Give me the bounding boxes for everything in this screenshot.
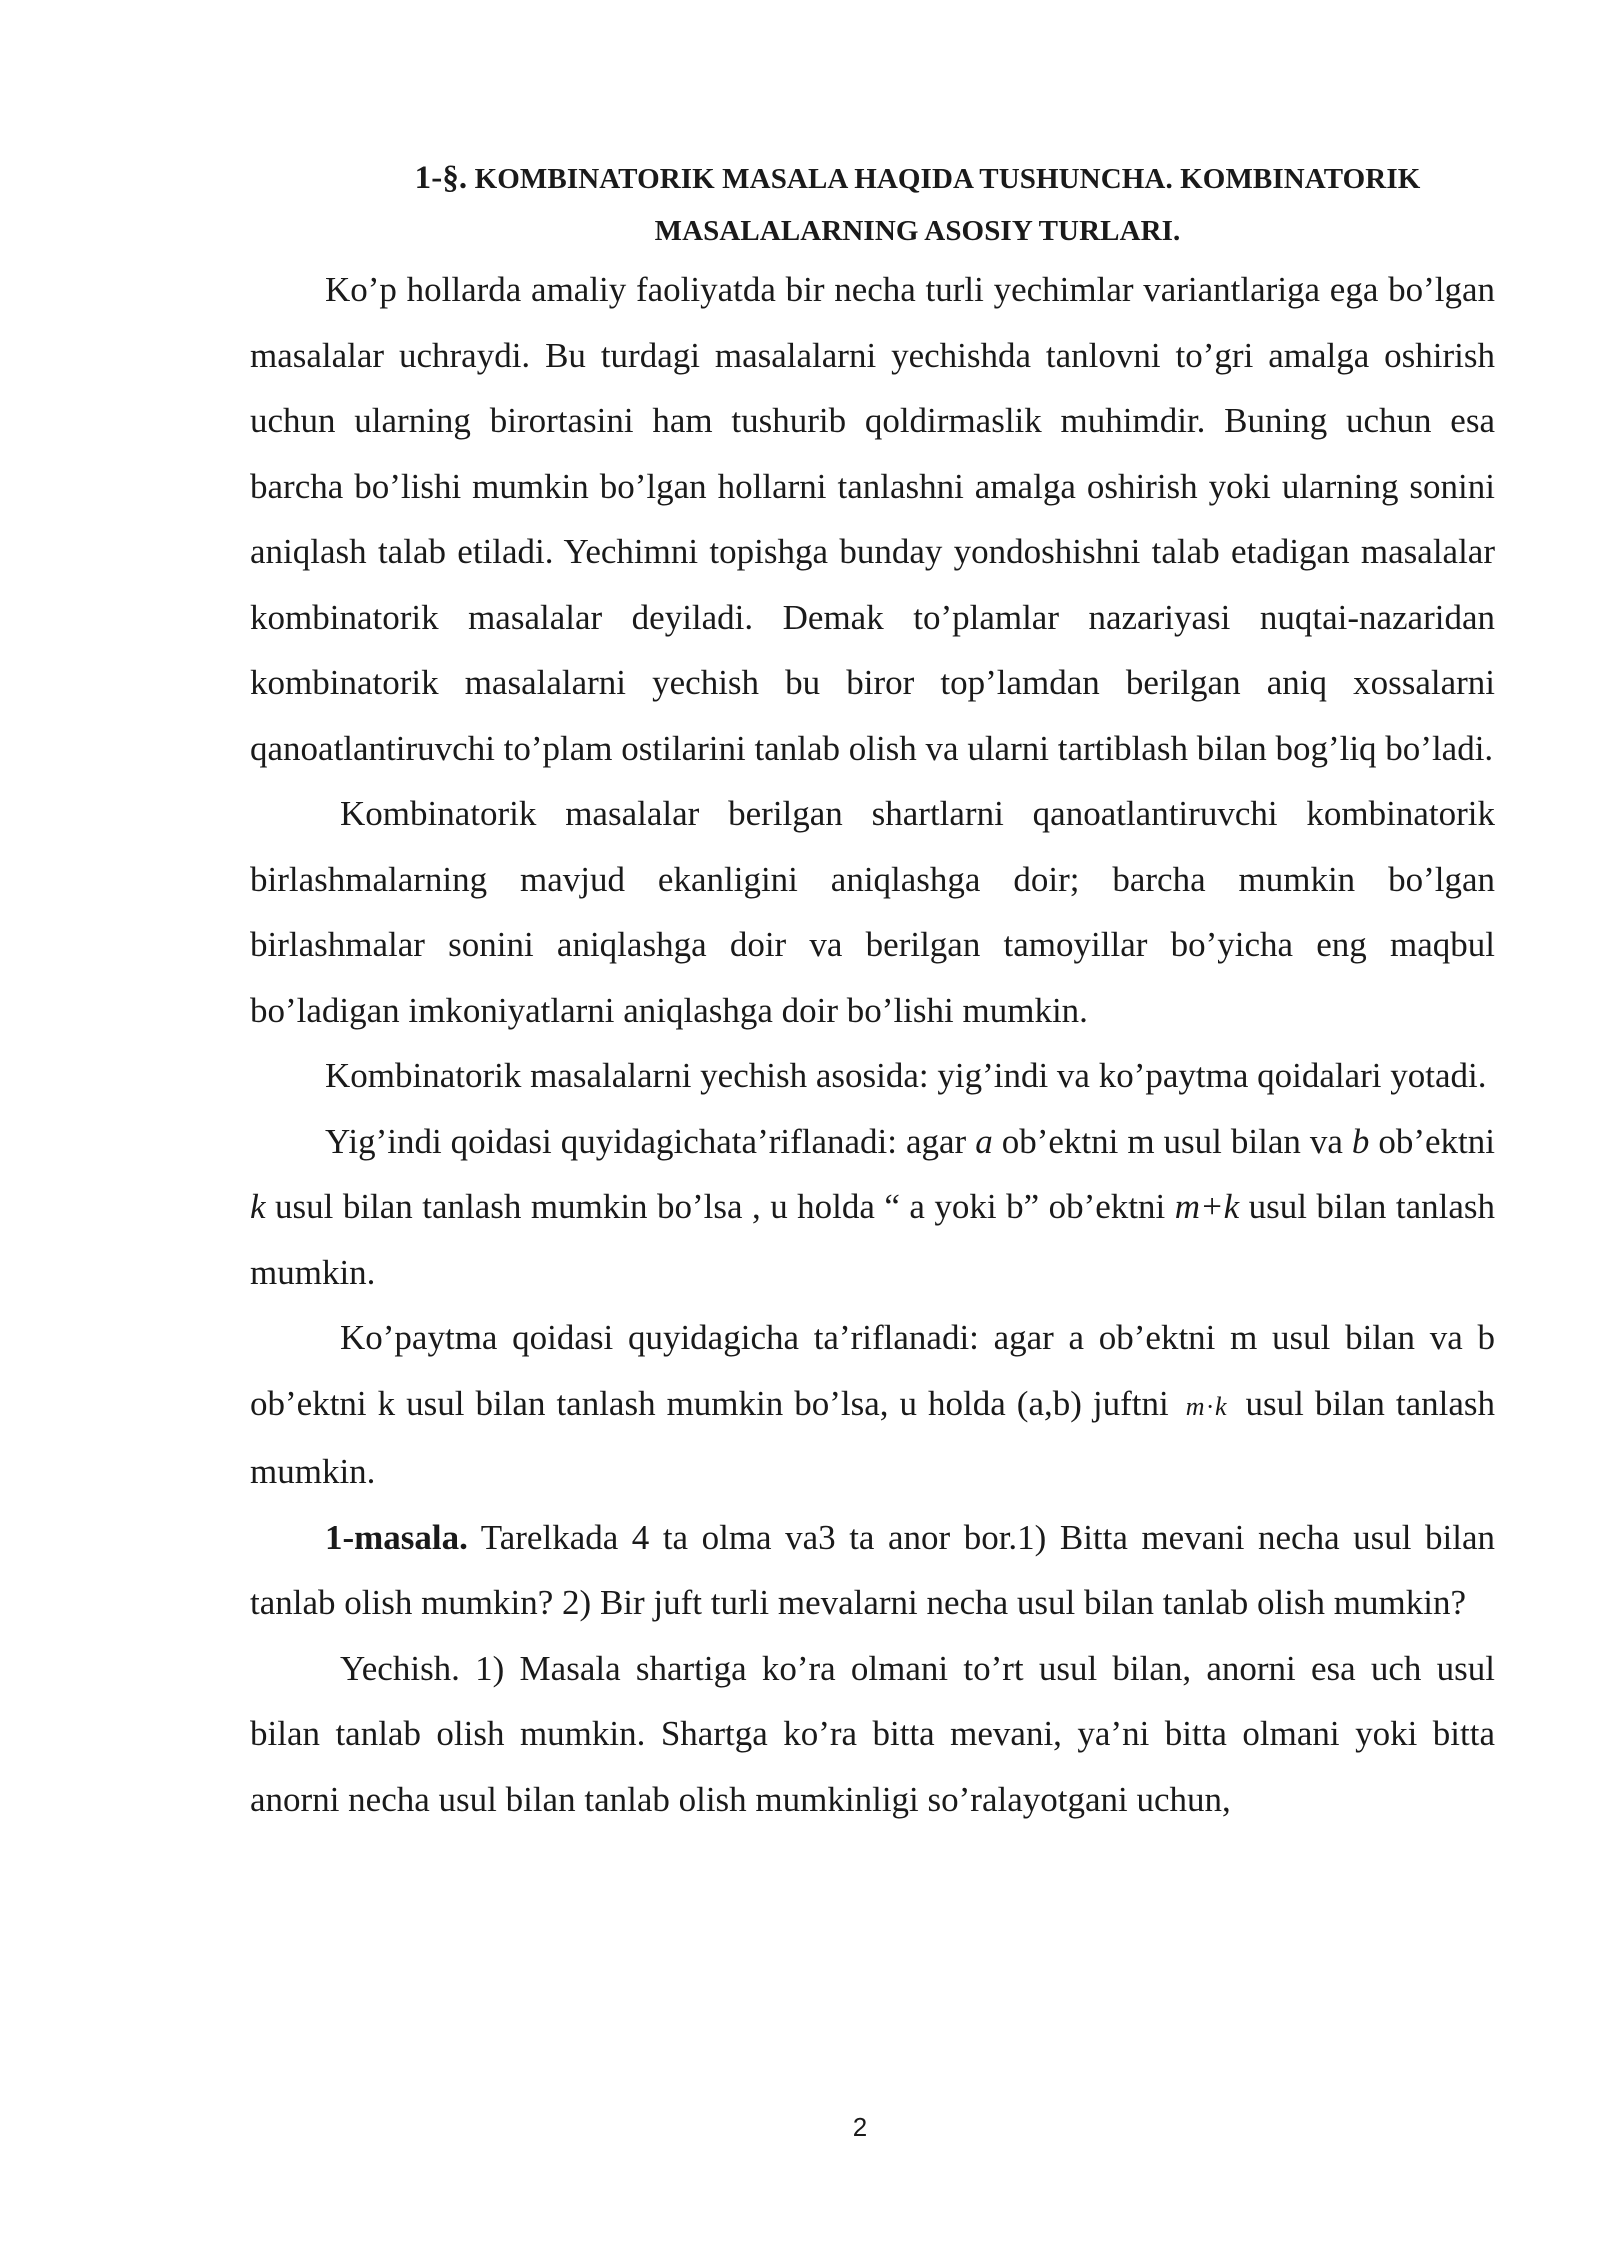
paragraph-sum-rule: [250, 1109, 1495, 1306]
formula-m-times-k: m·k: [1185, 1391, 1229, 1421]
sum-rule-text-2: ob’ektni m usul bilan va: [992, 1121, 1352, 1161]
product-rule-text-2: usul bilan tanlash mumkin.: [250, 1383, 1496, 1491]
paragraph-rules-basis: Kombinatorik masalalarni yechish asosida: yig’indi va ko’paytma qoidalari yotadi.: [325, 1056, 1487, 1095]
sum-rule-text-4: usul bilan tanlash mumkin bo’lsa , u holda “ a yoki b” ob’ektni: [265, 1187, 1175, 1226]
problem-text: Tarelkada 4 ta olma va3 ta anor bor.1) Bitta mevani necha usul bilan tanlab olish mumkin? 2) Bir juft turli mevalarni necha usul bilan tanlab olish mumkin?: [250, 1517, 1495, 1622]
heading-line-2: MASALALARNING ASOSIY TURLARI.: [654, 215, 1181, 247]
paragraph-intro: Ko’p hollarda amaliy faoliyatda bir necha turli yechimlar variantlariga ega bo’lgan masalalar uchraydi. Bu turdagi masalalarni yechishda tanlovni to’gri amalga oshirish uchun ularning birortasini ham tushurib qoldirmaslik muhimdir. Buning uchun esa barcha bo’lishi mumkin bo’lgan hollarni tanlashni amalga oshirish yoki ularning sonini aniqlash talab etiladi. Yechimni topishga bunday yondoshishni talab etadigan masalalar kombinatorik masalalar deyiladi. Demak to’plamlar nazariyasi nuqtai-nazaridan kombinatorik masalalarni yechish bu biror top’lamdan berilgan aniq xossalarni qanoatlantiruvchi to’plam ostilarini tanlab olish va ularni tartiblash bilan bog’liq bo’ladi.: [250, 270, 1495, 768]
heading-line-1: [250, 152, 1495, 205]
var-a: a: [975, 1121, 993, 1161]
sum-rule-text-5: usul bilan tanlash mumkin.: [250, 1187, 1495, 1292]
section-heading: [250, 152, 1495, 257]
section-number: 1-§.: [414, 160, 468, 196]
sum-rule-text-3: ob’ektni: [1369, 1121, 1496, 1161]
heading-line-1-text: KOMBINATORIK MASALA HAQIDA TUSHUNCHA. KOMBINATORIK: [467, 163, 1421, 195]
problem-label: 1-masala.: [325, 1517, 468, 1557]
page-content: [250, 152, 1495, 1832]
var-k: k: [250, 1187, 266, 1226]
product-rule-text-1: Ko’paytma qoidasi quyidagicha ta’riflanadi: agar a ob’ektni m usul bilan va b ob’ektni k usul bilan tanlash mumkin bo’lsa, u holda (a,b) juftni: [250, 1318, 1495, 1423]
paragraph-problem-1: [250, 1505, 1495, 1636]
paragraph-product-rule: [250, 1305, 1495, 1505]
page-number: 2: [852, 2112, 868, 2142]
paragraph-types: Kombinatorik masalalar berilgan shartlarni qanoatlantiruvchi kombinatorik birlashmalarning mavjud ekanligini aniqlashga doir; barcha mumkin bo’lgan birlashmalar sonini aniqlashga doir va berilgan tamoyillar bo’yicha eng maqbul bo’ladigan imkoniyatlarni aniqlashga doir bo’lishi mumkin.: [250, 794, 1495, 1030]
sum-rule-text-1: Yig’indi qoidasi quyidagichata’riflanadi: agar: [325, 1121, 976, 1161]
formula-m-plus-k: m+k: [1174, 1187, 1240, 1226]
paragraph-solution: Yechish. 1) Masala shartiga ko’ra olmani to’rt usul bilan, anorni esa uch usul bilan tanlab olish mumkin. Shartga ko’ra bitta mevani, ya’ni bitta olmani yoki bitta anorni necha usul bilan tanlab olish mumkinligi so’ralayotgani uchun,: [250, 1648, 1495, 1819]
var-b: b: [1351, 1121, 1370, 1161]
